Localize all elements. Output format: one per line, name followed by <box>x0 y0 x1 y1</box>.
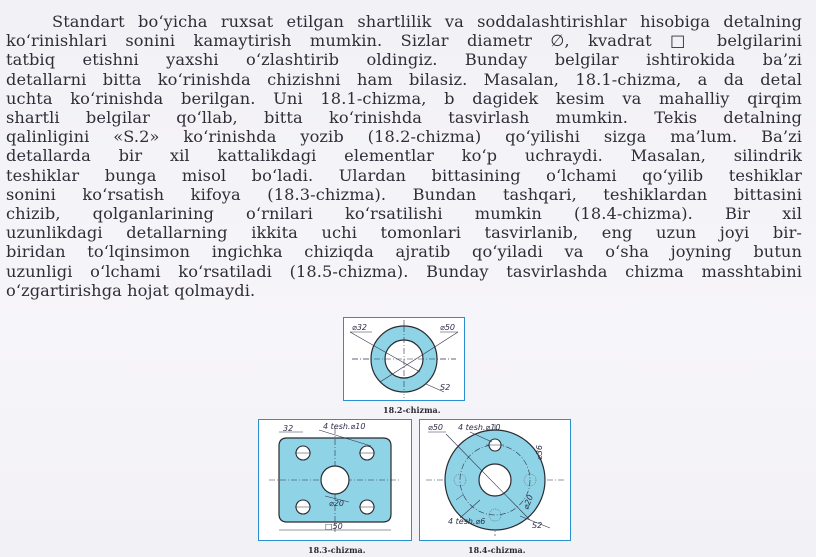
dim-side: 32 <box>283 424 294 433</box>
dim-bolt-circle: ⌀36 <box>535 445 544 460</box>
text-line: tatbiq etishni yaxshi o‘zlashtirib oldingiz. Bunday belgilar ishtirokida ba’zi <box>6 50 802 70</box>
dim-outer-diameter: ⌀50 <box>440 323 455 332</box>
text-line: ko‘rinishlari sonini kamaytirish mumkin. Sizlar diametr ∅, kvadrat □ belgilarini <box>6 31 802 51</box>
flange-drawing <box>420 420 570 540</box>
dim-thickness: S2 <box>440 383 451 392</box>
text-line: biridan to‘lqinsimon ingichka chiziqda ajratib qo‘yiladi va o‘sha joyning butun <box>6 242 802 262</box>
dim-center-diameter: ⌀20 <box>329 499 344 508</box>
text-line: Standart bo‘yicha ruxsat etilgan shartlilik va soddalashtirishlar hisobiga detalning <box>52 12 802 31</box>
washer-drawing <box>344 318 464 400</box>
text-line: sonini ko‘rsatish kifoya (18.3-chizma). Bundan tashqari, teshiklardan bittasini <box>6 184 802 204</box>
center-hole <box>321 466 349 494</box>
dim-inner-diameter: ⌀32 <box>352 323 367 332</box>
dim-width: □50 <box>325 522 343 531</box>
text-line: uzunligi o‘lchami ko‘rsatiladi (18.5-chizma). Bunday tasvirlashda chizma masshtabini <box>6 261 802 281</box>
text-line: uchta ko‘rinishda berilgan. Uni 18.1-chizma, b dagidek kesim va mahalliy qirqim <box>6 88 802 108</box>
dim-thickness: S2 <box>532 521 543 530</box>
dim-holes: 4 tesh.⌀10 <box>323 422 366 431</box>
text-line: teshiklar bunga misol bo‘ladi. Ulardan bittasining o‘lchami qo‘yilib teshiklar <box>6 165 802 185</box>
text-line: qalinligini «S.2» ko‘rinishda yozib (18.2-chizma) qo‘yilishi sizga ma’lum. Ba’zi <box>6 127 802 147</box>
figure-18-3 <box>258 419 412 541</box>
body-paragraph <box>6 12 802 300</box>
dim-holes: 4 tesh.⌀10 <box>458 423 501 432</box>
caption-18-4: 18.4-chizma. <box>468 545 526 555</box>
square-plate-drawing <box>259 420 411 540</box>
caption-18-2: 18.2-chizma. <box>383 405 441 415</box>
inner-circle <box>479 464 511 496</box>
text-line: detallarda bir xil kattalikdagi elementlar ko‘p uchraydi. Masalan, silindrik <box>6 146 802 166</box>
text-line: shartli belgilar qo‘llab, bitta ko‘rinishda tasvirlash mumkin. Tekis detalning <box>6 108 802 128</box>
text-line: detallarni bitta ko‘rinishda chizishni ham bilasiz. Masalan, 18.1-chizma, a da detal <box>6 69 802 89</box>
figure-18-2 <box>343 317 465 401</box>
caption-18-3: 18.3-chizma. <box>308 545 366 555</box>
dim-small-holes: 4 tesh.⌀6 <box>448 517 486 526</box>
dim-inner-diameter: ⌀20 <box>521 493 536 511</box>
dim-outer-diameter: ⌀50 <box>428 423 443 432</box>
text-line: uzunlikdagi detallarning ikkita uchi tomonlari tasvirlanib, eng uzun joyi bir- <box>6 223 802 243</box>
text-line: o‘zgartirishga hojat qolmaydi. <box>6 280 256 300</box>
text-line: chizib, qolganlarining o‘rnilari ko‘rsatilishi mumkin (18.4-chizma). Bir xil <box>6 204 802 224</box>
figure-18-4 <box>419 419 571 541</box>
